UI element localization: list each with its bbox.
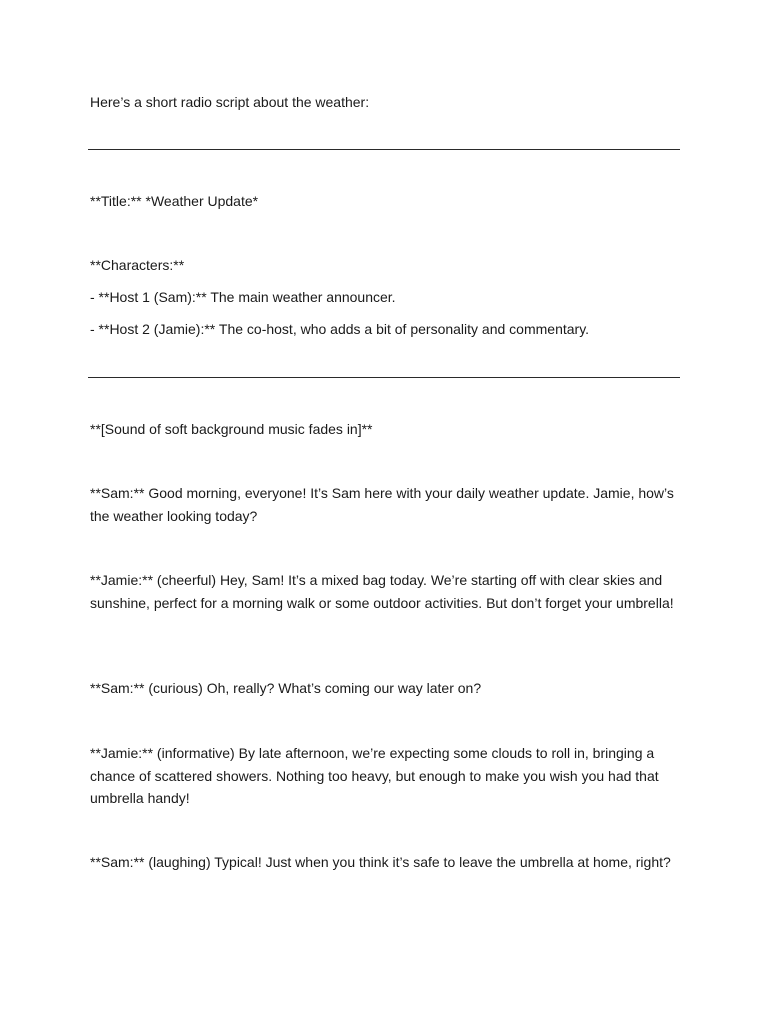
section-divider (88, 149, 680, 150)
character-item: - **Host 1 (Sam):** The main weather announcer. (90, 289, 396, 305)
dialogue-line: **Jamie:** (cheerful) Hey, Sam! It’s a mixed bag today. We’re starting off with clear skies and sunshine, perfect for a morning walk or some outdoor activities. But don’t forget your umbrella! (90, 572, 674, 611)
section-divider (88, 377, 680, 378)
characters-heading: **Characters:** (90, 257, 185, 273)
dialogue-line: **Jamie:** (informative) By late afternoon, we’re expecting some clouds to roll in, bringing a chance of scattered showers. Nothing too heavy, but enough to make you wish you had that umbrella handy! (90, 745, 659, 806)
script-title: **Title:** *Weather Update* (90, 193, 259, 209)
dialogue-line: **Sam:** (laughing) Typical! Just when you think it’s safe to leave the umbrella at home, right? (90, 854, 671, 870)
intro-text: Here’s a short radio script about the weather: (90, 94, 370, 110)
dialogue-line: **Sam:** (curious) Oh, really? What’s coming our way later on? (90, 680, 482, 696)
dialogue-line: **Sam:** Good morning, everyone! It’s Sam here with your daily weather update. Jamie, how’s the weather looking today? (90, 485, 674, 524)
stage-direction: **[Sound of soft background music fades in]** (90, 421, 373, 437)
character-item: - **Host 2 (Jamie):** The co-host, who adds a bit of personality and commentary. (90, 321, 590, 337)
